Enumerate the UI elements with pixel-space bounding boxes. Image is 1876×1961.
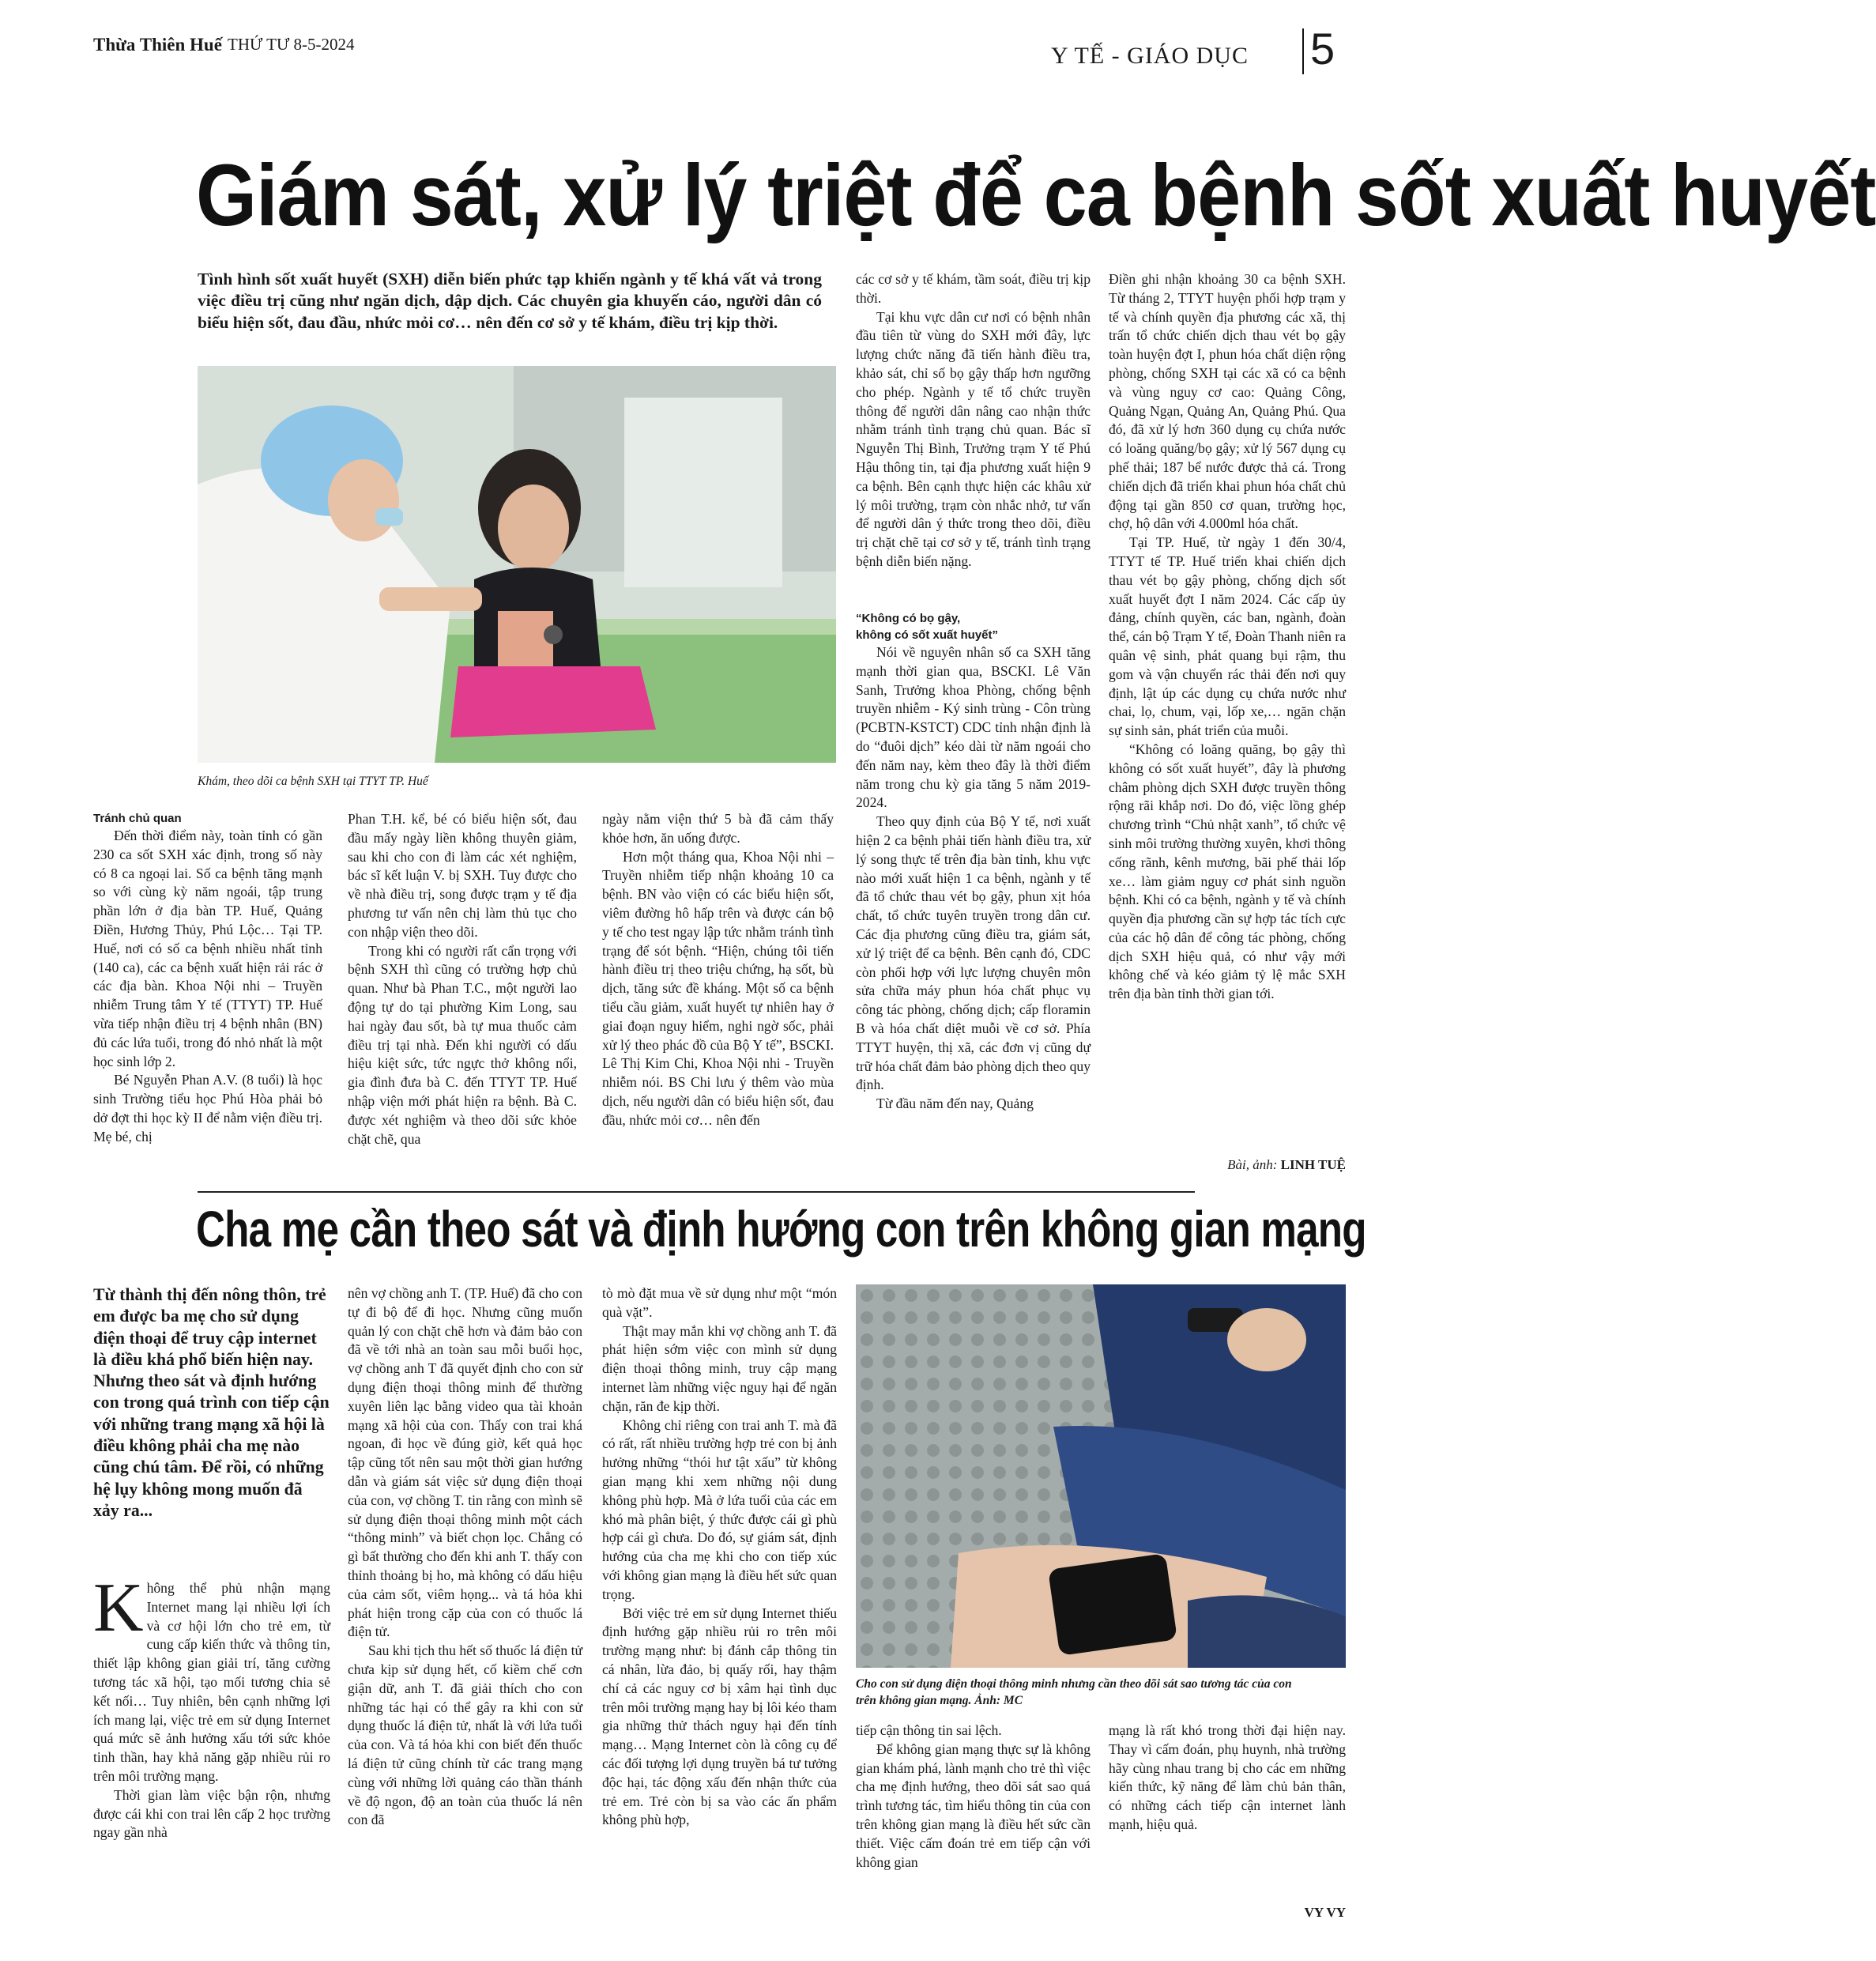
article2-photo-caption: Cho con sử dụng điện thoại thông minh nhưng cần theo dõi sát sao tương tác của con trên không gian mạng. Ảnh: MC [856,1677,1292,1707]
doctor-exam-illustration [198,366,836,763]
paragraph: Sau khi tịch thu hết số thuốc lá điện tử chưa kịp sử dụng hết, cố kiềm chế cơn giận dữ, anh T. đã giải thích cho con những tác hại có thể gây ra khi con sử dụng thuốc lá điện tử, nhất là với lứa tuổi của con. Và tá hỏa khi con biết đến thuốc lá điện tử cũng chính từ các trang mạng cùng với những lời quảng cáo thần thánh về độ ngon, độ an toàn của thuốc lá nên con đã [348,1642,582,1828]
paragraph: Hơn một tháng qua, Khoa Nội nhi – Truyền nhiễm tiếp nhận khoảng 10 ca bệnh. BN vào viện có các biểu hiện sốt, viêm đường hô hấp trên và được cán bộ y tế cho test ngay lập tức nhằm tránh tình trạng để sót bệnh. “Hiện, chúng tôi tiến hành điều trị theo triệu chứng, hạ sốt, bù dịch, tăng sức đề kháng. Một số ca bệnh tiểu cầu giảm, xuất huyết tự nhiên hay ở giai đoạn nguy hiểm, nghi ngờ sốc, phải xử lý theo phác đồ của Bộ Y tế”, BSCKI. Lê Thị Kim Chi, Khoa Nội nhi - Truyền nhiễm nói. BS Chi lưu ý thêm vào mùa dịch, nếu người dân có biểu hiện sốt, đau đầu, nhức mỏi cơ… nên đến [602,848,834,1128]
article2-byline: VY VY [1304,1905,1346,1920]
paragraph: Theo quy định của Bộ Y tế, nơi xuất hiện 2 ca bệnh phải tiến hành điều tra, xử lý song thực tế trên địa bàn tỉnh, khu vực nào mới xuất hiện 1 ca bệnh, ngành y tế đã tổ chức thau vét bọ gậy, phun xịt hóa chất, tổ chức tuyên truyền trong dân cư. Các địa phương cũng điều tra, giám sát, xử lý triệt để ca bệnh. Bên cạnh đó, CDC còn phối hợp với lực lượng chuyên môn sửa chữa máy phun hóa chất phục vụ công tác phòng, chống dịch; cấp floramin B và hóa chất diệt muỗi về cơ sở. Phía TTYT huyện, thị xã, các đơn vị cũng dự trữ hóa chất đảm bảo phòng dịch theo quy định. [856,813,1091,1093]
paragraph: Phan T.H. kể, bé có biểu hiện sốt, đau đầu mấy ngày liền không thuyên giảm, sau khi cho con đi làm các xét nghiệm, bác sĩ kết luận V. bị SXH. Tuy được cho về nhà điều trị, song được trạm y tế địa phương tư vấn nên chị làm thủ tục cho con nhập viện theo dõi. [348,811,577,940]
paragraph: tò mò đặt mua về sử dụng như một “món quà vặt”. [602,1285,837,1320]
paragraph: tiếp cận thông tin sai lệch. [856,1722,1002,1738]
article1-lead: Tình hình sốt xuất huyết (SXH) diễn biến phức tạp khiến ngành y tế khá vất vả trong việc điều trị cũng như ngăn dịch, dập dịch. Các chuyên gia khuyến cáo, người dân có biểu hiện sốt, đau đầu, nhức mỏi cơ… nên đến cơ sở y tế khám, điều trị kịp thời. [198,270,822,332]
paragraph: Điền ghi nhận khoảng 30 ca bệnh SXH. Từ tháng 2, TTYT huyện phối hợp trạm y tế và chính quyền địa phương các xã, thị trấn tổ chức chiến dịch thau vét bọ gậy toàn huyện đợt I, phun hóa chất diện rộng phòng, chống SXH tại các xã có ca bệnh và vùng nguy cơ cao: Quảng Công, Quảng Ngạn, Quảng An, Quảng Phú. Qua đó, đã xử lý hơn 360 dụng cụ chứa nước có loăng quăng/bọ gậy; xử lý 567 dụng cụ phế thải; 187 bể nước được thả cá. Trong chiến dịch đã triển khai phun hóa chất chủ động tại gần 850 cơ quan, trường học, chợ, hộ dân với 4.000ml hóa chất. [1109,271,1346,532]
paragraph: “Không có loăng quăng, bọ gậy thì không có sốt xuất huyết”, đây là phương châm phòng dịch SXH được truyền thông rộng rãi khắp nơi. Do đó, việc lồng ghép chương trình “Chủ nhật xanh”, tổ chức vệ sinh môi trường thường xuyên, khơi thông cống rãnh, kênh mương, bãi phế thải lốp xe… làm giảm nguy cơ phát sinh nguồn bệnh. Khi có ca bệnh, ngành y tế và chính quyền địa phương cần sự hợp tác tích cực của các hộ dân để công tác phòng, chống dịch SXH hiệu quả, có như vậy mới không chế và kéo giảm tỷ lệ mắc SXH trên địa bàn tỉnh thời gian tới. [1109,741,1346,1002]
page-header [93,25,1346,100]
article1-photo [198,366,836,763]
article2-headline: Cha mẹ cần theo sát và định hướng con trên không gian mạng [196,1201,1366,1258]
article2-photo [856,1284,1346,1668]
article1-subhead-1: Tránh chủ quan [93,812,182,825]
article2-column-2 [348,1284,582,1925]
article1-photo-caption: Khám, theo dõi ca bệnh SXH tại TTYT TP. Huế [198,775,428,788]
article1-headline: Giám sát, xử lý triệt để ca bệnh sốt xuất huyết [196,147,1876,244]
article1-column-3 [1109,270,1346,1148]
paragraph: Tại TP. Huế, từ ngày 1 đến 30/4, TTYT tế TP. Huế triển khai chiến dịch thau vét bọ gậy phòng, chống dịch sốt xuất huyết đợt I năm 2024. Các cấp ủy đảng, chính quyền, các ban, ngành, đoàn thể, cán bộ Trạm Y tế, Đoàn Thanh niên ra quân vệ sinh, phát quang bụi rậm, thu gom và vận chuyển rác thải đến nơi quy định, lật úp các dụng cụ chứa nước như chai, lọ, chum, vại, lốp xe,… ngăn chặn sự sinh sản, phát triển của muỗi. [1109,534,1346,739]
article1-column-2-top [856,270,1091,606]
newspaper-name: Thừa Thiên Huế [93,35,222,55]
paragraph: Đến thời điểm này, toàn tỉnh có gần 230 ca sốt SXH xác định, trong số này có 8 ca ngoại lai. Số ca bệnh tăng mạnh so với cùng kỳ năm ngoái, tập trung phần lớn ở địa bàn TP. Huế, Quảng Điền, Hương Thủy, Phú Lộc… Tại TP. Huế, nơi có số ca bệnh nhiều nhất tỉnh (140 ca), các ca bệnh xuất hiện rải rác ở các địa bàn. Khoa Nội nhi – Truyền nhiễm Trung tâm Y tế (TTYT) TP. Huế vừa tiếp nhận điều trị 4 bệnh nhân (BN) đủ các lứa tuổi, trong đó nhỏ nhất là một học sinh lớp 2. [93,828,322,1069]
section-name: Y TẾ - GIÁO DỤC [1051,43,1249,69]
page-number: 5 [1310,24,1335,74]
article2-column-5 [1109,1722,1346,1880]
article1-column-6 [602,810,834,1182]
paragraph: Để không gian mạng thực sự là không gian khám phá, lành mạnh cho trẻ thì việc cha mẹ định hướng, theo dõi sát sao quá trình tương tác, tìm hiểu thông tin của con trên không gian mạng là điều hết sức cần thiết. Việc cấm đoán trẻ em tiếp cận với không gian [856,1740,1091,1870]
paragraph: Không chỉ riêng con trai anh T. mà đã có rất, rất nhiều trường hợp trẻ con bị ảnh hưởng những “thói hư tật xấu” từ không gian mạng khi xem những nội dung không phù hợp. Mà ở lứa tuổi của các em khó mà phân biệt, ý thức được cái gì phù hợp cái gì chưa. Do đó, sự giám sát, định hướng của cha mẹ khi cho con tiếp xúc với không gian mạng là điều hết sức quan trọng. [602,1416,837,1602]
article1-column-2-bottom [856,610,1091,1179]
paragraph: ngày nằm viện thứ 5 bà đã cảm thấy khỏe hơn, ăn uống được. [602,811,834,846]
paragraph: mạng là rất khó trong thời đại hiện nay. Thay vì cấm đoán, phụ huynh, nhà trường hãy cùng nhau trang bị cho các em những kiến thức, kỹ năng để làm chủ bản thân, có những cách tiếp cận internet lành mạnh, hiệu quả. [1109,1722,1346,1832]
paragraph: các cơ sở y tế khám, tầm soát, điều trị kịp thời. [856,271,1091,306]
paragraph: Bé Nguyễn Phan A.V. (8 tuổi) là học sinh Trường tiểu học Phú Hòa phải bỏ dở đợt thi học kỳ II để nằm viện điều trị. Mẹ bé, chị [93,1072,322,1145]
paragraph: Bởi việc trẻ em sử dụng Internet thiếu định hướng gặp nhiều rủi ro trên môi trường mạng như: bị đánh cắp thông tin cá nhân, lừa đảo, bị quấy rối, hay thậm chí cả các nguy cơ bị xâm hại tình dục trên môi trường mạng hay bị lôi kéo tham gia những thử thách nguy hại đến tính mạng… Mạng Internet còn là công cụ để các đối tượng lợi dụng truyền bá tư tưởng độc hại, tác động xấu đến nhận thức của trẻ em. Trẻ còn bị sa vào các ấn phẩm không phù hợp, [602,1605,837,1828]
article1-subhead-2: “Không có bọ gậy, không có sốt xuất huyết” [856,612,999,642]
dropcap: K [93,1570,144,1646]
article2-lead: Từ thành thị đến nông thôn, trẻ em được ba mẹ cho sử dụng điện thoại để truy cập internet là điều khá phổ biến hiện nay. Nhưng theo sát và định hướng con trong quá trình con tiếp cận với những trang mạng xã hội là điều không phải cha mẹ nào cũng chú tâm. Để rồi, có những hệ lụy không mong muốn đã xảy ra... [93,1285,330,1520]
article2-column-4 [856,1722,1091,1927]
header-divider [1302,28,1304,74]
paragraph: Thời gian làm việc bận rộn, nhưng được cái khi con trai lên cấp 2 học trường ngay gần nhà [93,1786,330,1841]
paragraph: Từ đầu năm đến nay, Quảng [876,1096,1034,1112]
article1-column-4 [93,810,322,1182]
paragraph: Nói về nguyên nhân số ca SXH tăng mạnh thời gian qua, BSCKI. Lê Văn Sanh, Trưởng khoa Phòng, chống bệnh truyền nhiễm - Ký sinh trùng - Côn trùng (PCBTN-KSTCT) CDC tỉnh nhận định là do “đuôi dịch” kéo dài từ năm ngoái cho đến năm nay, kèm theo đây là thời điểm năm trong chu kỳ gia tăng 5 năm 2019-2024. [856,644,1091,811]
paragraph: Không thể phủ nhận mạng Internet mang lại nhiều lợi ích và cơ hội lớn cho trẻ em, từ cung cấp kiến thức và thông tin, thiết lập không gian giải trí, tăng cường tương tác xã hội, tạo mối tương chia sẻ kết nối… Tuy nhiên, bên cạnh những lợi ích mang lại, việc trẻ em sử dụng Internet quá mức sẽ ảnh hưởng xấu tới sức khỏe tinh thần, hay khả năng gặp nhiều rủi ro trên môi trường mạng. [93,1570,330,1784]
article1-column-5 [348,810,577,1182]
paragraph: Trong khi có người rất cẩn trọng với bệnh SXH thì cũng có trường hợp chủ quan. Như bà Phan T.C., một người lao động tự do tại phường Kim Long, sau hai ngày đau sốt, bà tự mua thuốc cảm điều trị tại nhà. Đến khi người có dấu hiệu kiệt sức, tức ngực thở không nổi, gia đình đưa bà C. đến TTYT TP. Huế nhập viện mới phát hiện ra bệnh. Bà C. được xét nghiệm và theo dõi sức khỏe chặt chẽ, qua [348,942,577,1147]
article-divider [198,1191,1195,1193]
paragraph: Thật may mắn khi vợ chồng anh T. đã phát hiện sớm việc con mình sử dụng điện thoại thông minh, truy cập mạng internet làm những việc nguy hại để ngăn chặn, răn đe kịp thời. [602,1322,837,1414]
issue-date: THỨ TƯ 8-5-2024 [228,35,355,54]
article2-column-1 [93,1570,330,1927]
paragraph: nên vợ chồng anh T. (TP. Huế) đã cho con tự đi bộ để đi học. Nhưng cũng muốn quản lý con chặt chẽ hơn và đảm bảo con đã về tới nhà an toàn sau mỗi buổi học, vợ chồng anh T đã quyết định cho con sử dụng điện thoại thông minh để thường xuyên liên lạc bằng video qua tài khoản mạng xã hội của con. Thấy con trai khá ngoan, đi học về đúng giờ, kết quả học tập cũng tốt nên sau một thời gian hướng dẫn và giám sát việc sử dụng điện thoại của con, vợ chồng T. tin rằng con mình sẽ sử dụng điện thoại thông minh một cách “thông minh” và biết chọn lọc. Chẳng có gì bất thường cho đến khi anh T. thấy con thỉnh thoảng bị ho, mà không có dấu hiệu của cảm sốt, viêm họng... và tá hỏa khi phát hiện trong cặp của con có thuốc lá điện tử. [348,1285,582,1640]
paragraph: Tại khu vực dân cư nơi có bệnh nhân đầu tiên từ vùng do SXH mới đây, lực lượng chức năng đã tiến hành điều tra, khảo sát, chỉ số bọ gậy thấp hơn ngưỡng cho phép. Ngành y tế tổ chức truyền thông để người dân nâng cao nhận thức nhằm tránh tình trạng chủ quan. Bác sĩ Nguyễn Thị Bình, Trưởng trạm Y tế Phú Hậu thông tin, tại địa phương xuất hiện 9 ca bệnh. Bên cạnh thực hiện các khâu xử lý môi trường, trạm còn nhắc nhở, tư vấn để người dân ý thức trong theo dõi, điều trị chặt chẽ tại cơ sở y tế, tránh tình trạng bệnh diễn biến nặng. [856,308,1091,569]
article2-column-3 [602,1284,837,1925]
children-phone-illustration [856,1284,1346,1668]
article1-byline: Bài, ảnh: LINH TUỆ [1227,1157,1346,1172]
